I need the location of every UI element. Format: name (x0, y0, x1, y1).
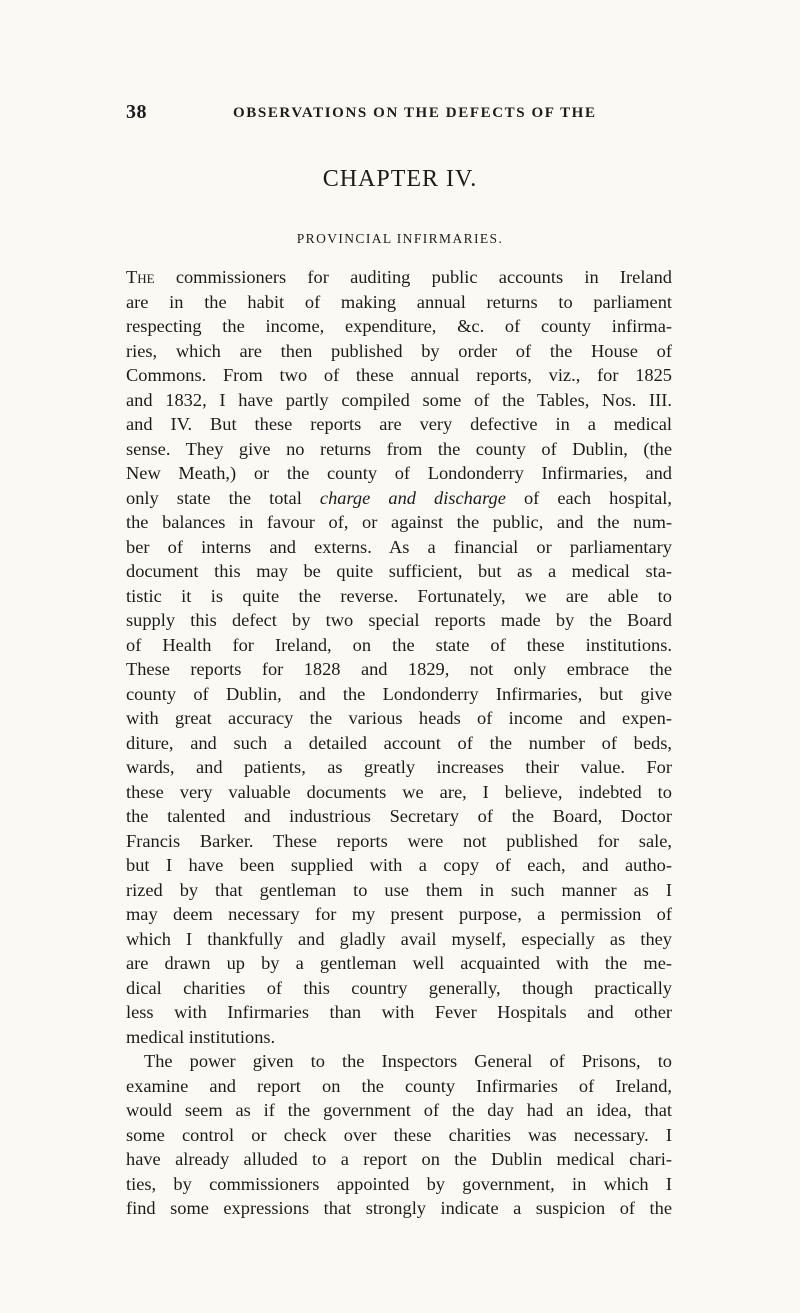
text-line: are in the habit of making annual returns to parliament (126, 291, 672, 312)
text-line: may deem necessary for my present purpose, a permission of (126, 904, 672, 924)
text-line: rized by that gentleman to use them in such manner as I (126, 879, 672, 900)
text-line: ber of interns and externs. As a financial or parliamentary (126, 536, 672, 557)
text-line: are drawn up by a gentleman well acquainted with the me- (126, 953, 672, 973)
text-line: dical charities of this country generally, though practically (126, 977, 672, 998)
paragraph-2 (126, 1049, 672, 1221)
line-text: only state the total (126, 487, 320, 508)
text-line: and 1832, I have partly compiled some of the Tables, Nos. III. (126, 389, 672, 410)
chapter-title: CHAPTER IV. (322, 166, 478, 192)
running-head: OBSERVATIONS ON THE DEFECTS OF THE (233, 105, 597, 121)
text-line (126, 265, 672, 290)
text-line: with great accuracy the various heads of income and expen- (126, 708, 672, 728)
text-line: have already alluded to a report on the Dublin medical chari- (126, 1149, 672, 1169)
text-line: tistic it is quite the reverse. Fortunately, we are able to (126, 585, 672, 606)
text-line: the talented and industrious Secretary of the Board, Doctor (126, 806, 672, 826)
text-line (126, 486, 672, 511)
text-line: respecting the income, expenditure, &c. of county infirma- (126, 316, 672, 336)
text-line: ries, which are then published by order of the House of (126, 340, 672, 361)
text-line: and IV. But these reports are very defective in a medical (126, 414, 672, 434)
italic-phrase: charge and discharge (319, 487, 506, 508)
line-text: commissioners for auditing public accounts in Ireland (154, 267, 672, 287)
text-line: The power given to the Inspectors General of Prisons, to (144, 1051, 672, 1071)
lead-word: The (126, 267, 155, 287)
text-line: diture, and such a detailed account of the number of beds, (126, 732, 672, 753)
text-line: document this may be quite sufficient, but as a medical sta- (126, 561, 672, 581)
text-line: find some expressions that strongly indicate a suspicion of the (126, 1198, 672, 1218)
text-line: Francis Barker. These reports were not published for sale, (126, 830, 672, 851)
text-line: ties, by commissioners appointed by government, in which I (126, 1173, 672, 1194)
text-line: Commons. From two of these annual reports, viz., for 1825 (126, 365, 672, 385)
text-line: which I thankfully and gladly avail myself, especially as they (126, 928, 672, 949)
paragraph-1 (126, 265, 672, 1049)
text-line: supply this defect by two special reports made by the Board (126, 610, 672, 630)
body-text (126, 265, 672, 1221)
text-line: These reports for 1828 and 1829, not only embrace the (126, 659, 672, 679)
text-line: some control or check over these charities was necessary. I (126, 1124, 672, 1145)
text-line: sense. They give no returns from the county of Dublin, (the (126, 438, 672, 459)
text-line: but I have been supplied with a copy of each, and autho- (126, 855, 672, 875)
text-line: these very valuable documents we are, I believe, indebted to (126, 781, 672, 802)
text-line: examine and report on the county Infirmaries of Ireland, (126, 1075, 672, 1096)
text-line: the balances in favour of, or against the public, and the num- (126, 512, 672, 532)
page-header (0, 101, 800, 125)
text-line: of Health for Ireland, on the state of these institutions. (126, 634, 672, 655)
text-line: county of Dublin, and the Londonderry Infirmaries, but give (126, 683, 672, 704)
line-text: of each hospital, (505, 487, 672, 508)
text-line: New Meath,) or the county of Londonderry Infirmaries, and (126, 463, 672, 483)
text-line: less with Infirmaries than with Fever Hospitals and other (126, 1002, 672, 1022)
text-line: would seem as if the government of the day had an idea, that (126, 1100, 672, 1120)
text-line: medical institutions. (126, 1026, 276, 1047)
page-number: 38 (126, 101, 147, 123)
text-line: wards, and patients, as greatly increases their value. For (126, 757, 672, 777)
section-title: PROVINCIAL INFIRMARIES. (296, 231, 504, 246)
